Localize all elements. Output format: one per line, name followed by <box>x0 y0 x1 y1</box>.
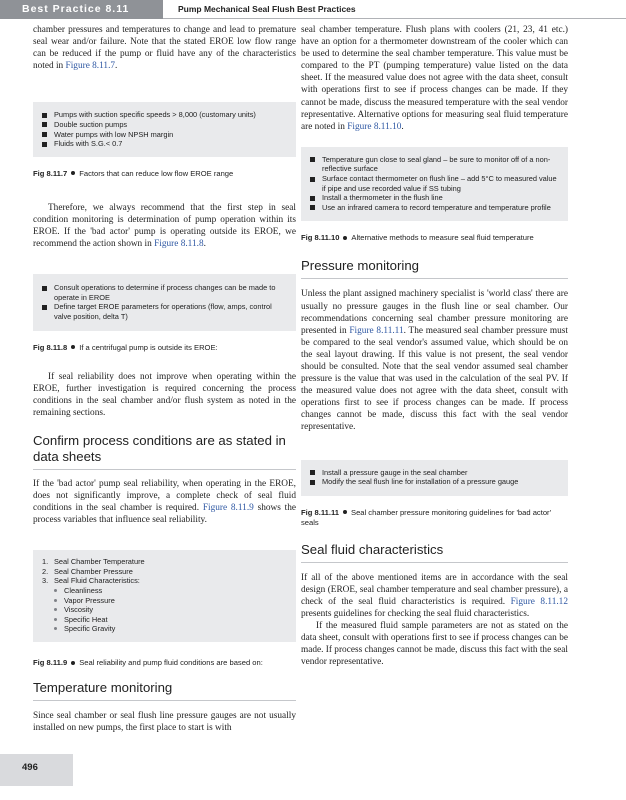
section-tag <box>0 0 163 19</box>
list-item: Vapor Pressure <box>42 596 287 606</box>
list-item: Surface contact thermometer on flush line – add 5°C to measured value if pipe and use recorded value if SS tubing <box>310 174 559 193</box>
figure-8-11-11-box <box>301 460 568 496</box>
left-paragraph-2: Therefore, we always recommend that the first step in seal condition monitoring is determination of pump operation within its EROE. If the 'bad actor' pump is operating outside its EROE, we recommend the action shown in Figure 8.11.8. <box>33 202 296 250</box>
header-rule <box>163 18 626 19</box>
right-paragraph-2: Unless the plant assigned machinery specialist is 'world class' there are usually no pressure gauges in the flush line or seal chamber. Our recommendations concerning seal chamber pressure monitoring are presented in Figure 8.11.11. The measured seal chamber pressure must be compared to the seal vendor's assumed value, which should be on the seal layout drawing. If this value is not present, the seal vendor should be consulted. Note that the seal vendor assumed seal chamber pressure is the value that was used in the calculation of the seal PV. If the measured value does not agree with the data sheet, consult with operations first to see if process changes can be made. If process changes cannot be made, discuss this fact with the seal vendor representative. <box>301 289 568 433</box>
figure-link[interactable]: Figure 8.11.7 <box>65 61 116 72</box>
figure-link[interactable]: Figure 8.11.8 <box>154 239 204 250</box>
figure-caption: Fig 8.11.9 Seal reliability and pump fluid conditions are based on: <box>33 658 263 667</box>
list-item: Cleanliness <box>42 586 287 596</box>
figure-caption: Fig 8.11.8 If a centrifugal pump is outside its EROE: <box>33 342 218 352</box>
list-item: Temperature gun close to seal gland – be sure to monitor off of a non-reflective surface <box>310 155 559 174</box>
figure-link[interactable]: Figure 8.11.12 <box>510 596 568 607</box>
list-item: Specific Gravity <box>42 624 287 634</box>
left-paragraph-3: If seal reliability does not improve when operating within the EROE, further investigation is required concerning the process conditions in the seal chamber and/or flush system as noted in the remaining sections. <box>33 371 296 418</box>
figure-link[interactable]: Figure 8.11.11 <box>349 325 404 336</box>
list-item: Consult operations to determine if process changes can be made to operate in EROE <box>42 283 287 302</box>
figure-link[interactable]: Figure 8.11.10 <box>347 121 402 132</box>
list-item: Water pumps with low NPSH margin <box>42 130 287 140</box>
heading-rule <box>33 700 296 701</box>
running-header <box>0 0 626 19</box>
left-paragraph-4: If the 'bad actor' pump seal reliability, when operating in the EROE, does not significantly improve, a complete check of seal fluid conditions in the seal chamber is required. Figure 8.11.9 shows the process variables that influence seal reliability. <box>33 478 296 526</box>
heading-rule <box>301 562 568 563</box>
figure-8-11-7-box <box>33 102 296 156</box>
list-item: Install a thermometer in the flush line <box>310 193 559 203</box>
page-number: 496 <box>22 762 38 773</box>
list-item: Use an infrared camera to record temperature and temperature profile <box>310 203 559 213</box>
list-item: Define target EROE parameters for operations (flow, amps, control valve position, delta T) <box>42 302 287 321</box>
left-column <box>33 24 296 734</box>
list-item: Pumps with suction specific speeds > 8,000 (customary units) <box>42 110 287 120</box>
section-heading: Seal fluid characteristics <box>301 541 444 557</box>
list-item: 3. Seal Fluid Characteristics: <box>42 576 140 586</box>
section-heading: Confirm process conditions are as stated in data sheets <box>33 432 286 464</box>
section-heading: Pressure monitoring <box>301 258 420 274</box>
list-item: Install a pressure gauge in the seal chamber <box>310 468 559 478</box>
list-item: Specific Heat <box>42 615 287 625</box>
page-number-tab <box>0 754 73 786</box>
section-heading: Temperature monitoring <box>33 680 173 695</box>
running-title: Pump Mechanical Seal Flush Best Practices <box>178 4 356 14</box>
right-column <box>301 24 568 668</box>
list-item: 2. Seal Chamber Pressure <box>42 566 133 576</box>
heading-rule <box>301 278 568 279</box>
list-item: Double suction pumps <box>42 120 287 130</box>
right-paragraph-1: seal chamber temperature. Flush plans with coolers (21, 23, 41 etc.) have an option for a thermometer downstream of the cooler which can be used to determine the seal chamber temperature. This value must be compared to the PT (pumping temperature) value listed on the data sheet. If the measured value does not agree with the data sheet, consult with operations first to see if process changes can be made. If they cannot be made, discuss the measured temperature with the seal vendor representative. Alternative options for measuring seal fluid temperature are noted in Figure 8.11.10. <box>301 25 568 132</box>
figure-8-11-8-box <box>33 274 296 330</box>
figure-caption: Fig 8.11.7 Factors that can reduce low flow EROE range <box>33 168 234 178</box>
list-item: 1. Seal Chamber Temperature <box>42 557 145 567</box>
heading-rule <box>33 469 296 470</box>
figure-caption: Fig 8.11.11 Seal chamber pressure monitoring guidelines for 'bad actor' seals <box>301 507 552 527</box>
left-paragraph-1: chamber pressures and temperatures to change and lead to premature seal wear and/or failure. Note that the stated EROE low flow range can be reduced if the pump or fluid have any of the characteristics noted in Figure 8.11.7. <box>33 25 296 72</box>
figure-8-11-10-box <box>301 147 568 222</box>
right-paragraph-4: If the measured fluid sample parameters are not as stated on the data sheet, consult with operations first to see if process changes can be made. If process changes cannot be made, discuss this fact with the seal vendor representative. <box>301 621 568 668</box>
section-tag-label: Best Practice 8.11 <box>22 3 130 15</box>
figure-caption: Fig 8.11.10 Alternative methods to measure seal fluid temperature <box>301 233 534 243</box>
right-paragraph-3: If all of the above mentioned items are in accordance with the seal design (EROE, seal chamber temperature and seal chamber pressure), a check of the seal fluid characteristics is required. Figure 8.11.12 presents guidelines for checking the seal fluid characteristics. <box>301 572 568 619</box>
list-item: Fluids with S.G.< 0.7 <box>42 139 287 149</box>
figure-8-11-9-box <box>33 550 296 642</box>
figure-link[interactable]: Figure 8.11.9 <box>202 503 254 514</box>
list-item: Viscosity <box>42 605 287 615</box>
left-paragraph-5: Since seal chamber or seal flush line pressure gauges are not usually installed on new pumps, the first place to start is with <box>33 711 296 734</box>
list-item: Modify the seal flush line for installation of a pressure gauge <box>310 477 559 487</box>
